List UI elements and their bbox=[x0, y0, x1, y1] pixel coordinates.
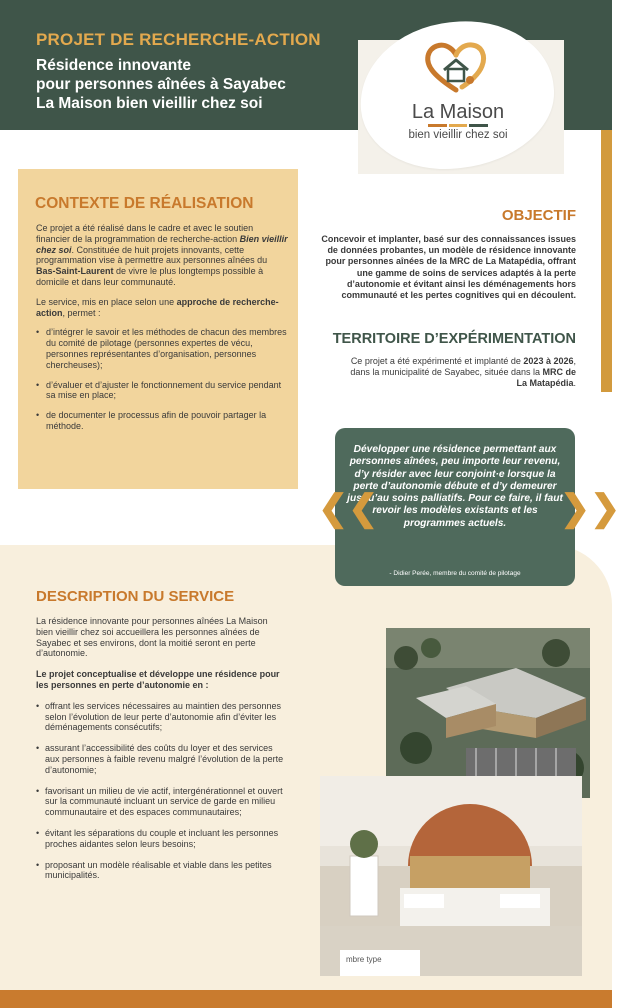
text-run: . bbox=[573, 378, 576, 389]
text-run: Ce projet a été expérimenté et implanté de bbox=[350, 356, 524, 366]
program-name: Bien vieillir chez soi bbox=[36, 233, 288, 255]
header-kicker: PROJET DE RECHERCHE-ACTION bbox=[36, 30, 321, 49]
approach-name: approche de recherche-action bbox=[36, 296, 279, 318]
text-run: , dans la municipalité de Sayabec, située dans la bbox=[350, 356, 576, 378]
logo-tagline: bien vieillir chez soi bbox=[408, 129, 508, 141]
region-name: Bas-Saint-Laurent bbox=[36, 266, 114, 277]
contexte-body bbox=[36, 223, 288, 441]
contexte-paragraph bbox=[36, 223, 288, 288]
description-list bbox=[36, 701, 286, 881]
contexte-list bbox=[36, 327, 288, 431]
quote-author: - Didier Perée, membre du comité de pilotage bbox=[389, 570, 521, 577]
description-body bbox=[36, 616, 286, 891]
quote-close-icon: ❯❯ bbox=[560, 487, 620, 528]
description-lead: Le projet conceptualise et développe une résidence pour les personnes en perte d’autonomie en : bbox=[36, 669, 280, 690]
territoire-text bbox=[340, 356, 576, 390]
years: 2023 à 2026 bbox=[523, 356, 574, 366]
header-title-line: pour personnes aînées à Sayabec bbox=[36, 76, 286, 93]
aerial-rendering-image bbox=[386, 628, 590, 798]
objectif-title: OBJECTIF bbox=[501, 207, 576, 224]
list-item: • proposant un modèle réalisable et viable dans les petites municipalités. bbox=[36, 860, 286, 882]
description-intro: La résidence innovante pour personnes aînées La Maison bien vieillir chez soi accueillera les personnes aînées de Sayabec et ses environs, dont la moitié seront en perte d’autonomie. bbox=[36, 616, 268, 659]
list-item: • offrant les services nécessaires au maintien des personnes selon l’évolution de leur perte d’autonomie afin d’éviter les déménagements consécutifs; bbox=[36, 701, 286, 733]
logo-name: La Maison bbox=[411, 101, 505, 123]
quote-text: Développer une résidence permettant aux personnes aînées, peu importe leur revenu, d’y résider avec leur conjoint·e lorsque la perte d’autonomie débute et d’y demeurer jusqu’au soins palliatifs. Pour ce faire, il faut revoir les modèles existants et les programmes actuels. bbox=[347, 444, 563, 529]
mrc-name: MRC de La Matapédia bbox=[516, 367, 576, 389]
contexte-paragraph bbox=[36, 297, 288, 319]
header-title-line: La Maison bien vieillir chez soi bbox=[36, 95, 263, 112]
list-item: • favorisant un milieu de vie actif, intergénérationnel et ouvert sur la communauté incluant un service de garde en milieu communautaire et des espaces communautaires; bbox=[36, 786, 286, 818]
list-item: • assurant l’accessibilité des coûts du loyer et des services aux personnes à faible revenu malgré l’évolution de la perte d’autonomie; bbox=[36, 743, 286, 775]
logo-color-bars bbox=[428, 124, 488, 127]
list-item: • d’évaluer et d’ajuster le fonctionnement du service pendant sa mise en place; bbox=[36, 380, 288, 402]
text-run: Le service, mis en place selon une bbox=[36, 296, 177, 307]
text-run: de vivre le plus longtemps possible à domicile et dans leur communauté. bbox=[36, 266, 264, 287]
text-run: , permet : bbox=[62, 307, 101, 318]
contexte-title: CONTEXTE DE RÉALISATION bbox=[35, 195, 254, 212]
footer-band bbox=[0, 990, 612, 1008]
text-run: . Constituée de huit projets innovants, cette programmation vise à permettre aux personnes aînées du bbox=[36, 244, 268, 266]
heart-house-icon bbox=[424, 40, 488, 94]
contexte-box bbox=[18, 169, 298, 489]
quote-open-icon: ❮❮ bbox=[318, 487, 379, 528]
list-item: • d’intégrer le savoir et les méthodes de chacun des membres du comité de pilotage (personnes expertes de vécu, personnes représentantes d’organisation, personnes chercheuses); bbox=[36, 327, 288, 370]
room-label: mbre type bbox=[346, 955, 382, 964]
description-title: DESCRIPTION DU SERVICE bbox=[36, 588, 235, 605]
text-run: Ce projet a été réalisé dans le cadre et avec le soutien financier de la programmation de recherche-action bbox=[36, 223, 254, 244]
header-title bbox=[36, 56, 336, 113]
header-title-line: Résidence innovante bbox=[36, 57, 192, 74]
list-item: • de documenter le processus afin de pouvoir partager la méthode. bbox=[36, 410, 288, 432]
room-rendering-image bbox=[320, 776, 582, 976]
accent-bar bbox=[601, 130, 612, 392]
list-item: • évitant les séparations du couple et incluant les personnes proches aidantes selon leurs besoins; bbox=[36, 828, 286, 850]
objectif-text: Concevoir et implanter, basé sur des connaissances issues de données probantes, un modèle de résidence innovante pour personnes aînées de la MRC de La Matapédia, offrant une gamme de soins de services adaptés à la perte d’autonomie et évitant ainsi les déménagements hors communauté et les pertes cognitives qui en découlent. bbox=[321, 234, 576, 301]
territoire-title: TERRITOIRE D’EXPÉRIMENTATION bbox=[332, 331, 576, 347]
